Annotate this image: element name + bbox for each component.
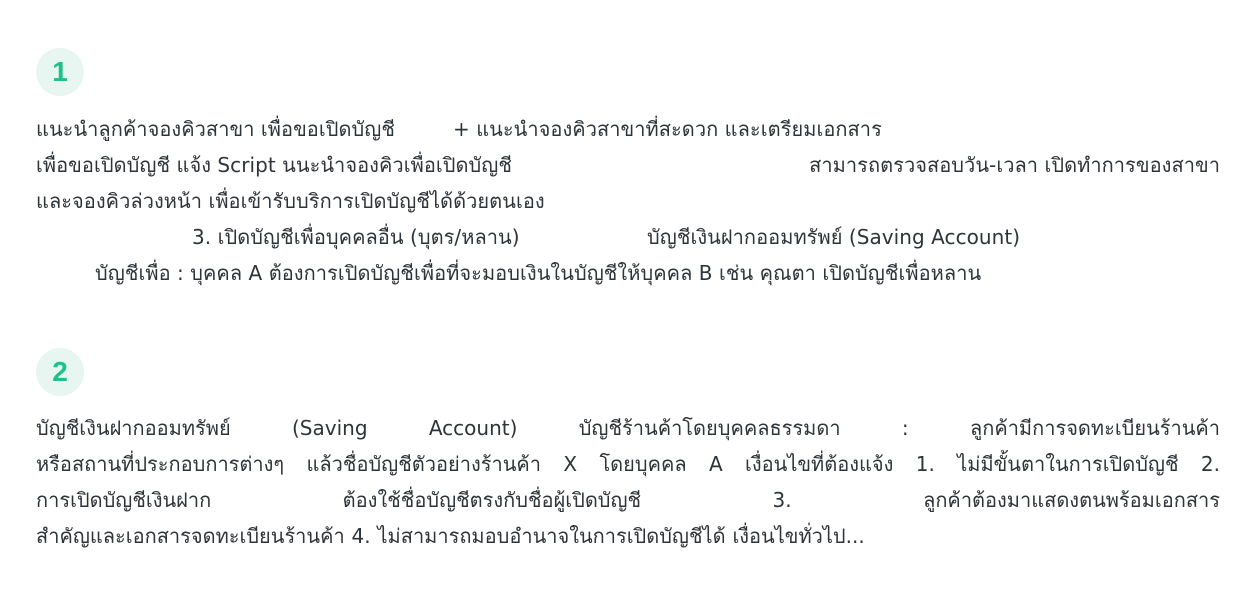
text-line [36,147,1220,183]
text-line: บัญชีเงินฝากออมทรัพย์ (Saving Account) บัญชีร้านค้าโดยบุคคลธรรมดา : ลูกค้ามีการจดทะเบียนร้านค้า [36,416,1220,440]
faq-section-2 [36,348,1220,548]
text-line: สำคัญและเอกสารจดทะเบียนร้านค้า 4. ไม่สามารถมอบอำนาจในการเปิดบัญชีได้ เงื่อนไขทั่วไป... [36,524,865,548]
text-segment: และจองคิวล่วงหน้า เพื่อเข้ารับบริการเปิดบัญชีได้ด้วยตนเอง [36,189,545,213]
text-line: การเปิดบัญชีเงินฝาก ต้องใช้ชื่อบัญชีตรงกับชื่อผู้เปิดบัญชี 3. ลูกค้าต้องมาแสดงตนพร้อมเอกสาร [36,488,1220,512]
section-1-text [36,111,1220,291]
faq-section-1 [36,48,1220,291]
text-segment: บัญชีเงินฝากออมทรัพย์ (Saving Account) [647,225,1021,249]
text-segment: + แนะนำจองคิวสาขาที่สะดวก และเตรียมเอกสาร [453,117,882,141]
text-segment: สามารถตรวจสอบวัน-เวลา เปิดทำการของสาขา [809,153,1220,177]
text-segment: เพื่อขอเปิดบัญชี แจ้ง Script นนะนำจองคิวเพื่อเปิดบัญชี [36,153,513,177]
text-line [36,111,1220,147]
text-segment: แนะนำลูกค้าจองคิวสาขา เพื่อขอเปิดบัญชี [36,117,395,141]
text-line [36,255,1220,291]
text-line [36,183,1220,219]
text-line: หรือสถานที่ประกอบการต่างๆ แล้วชื่อบัญชีตัวอย่างร้านค้า X โดยบุคคล A เงื่อนไขที่ต้องแจ้ง 1. ไม่มีขั้นตาในการเปิดบัญชี 2. [36,452,1220,476]
text-line [36,219,1220,255]
section-number-badge: 1 [36,48,84,96]
section-2-text [36,410,1220,554]
section-number-badge: 2 [36,348,84,396]
text-segment: 3. เปิดบัญชีเพื่อบุคคลอื่น (บุตร/หลาน) [192,225,520,249]
text-segment: บัญชีเพื่อ : บุคคล A ต้องการเปิดบัญชีเพื่อที่จะมอบเงินในบัญชีให้บุคคล B เช่น คุณตา เปิดบัญชีเพื่อหลาน [95,261,982,285]
